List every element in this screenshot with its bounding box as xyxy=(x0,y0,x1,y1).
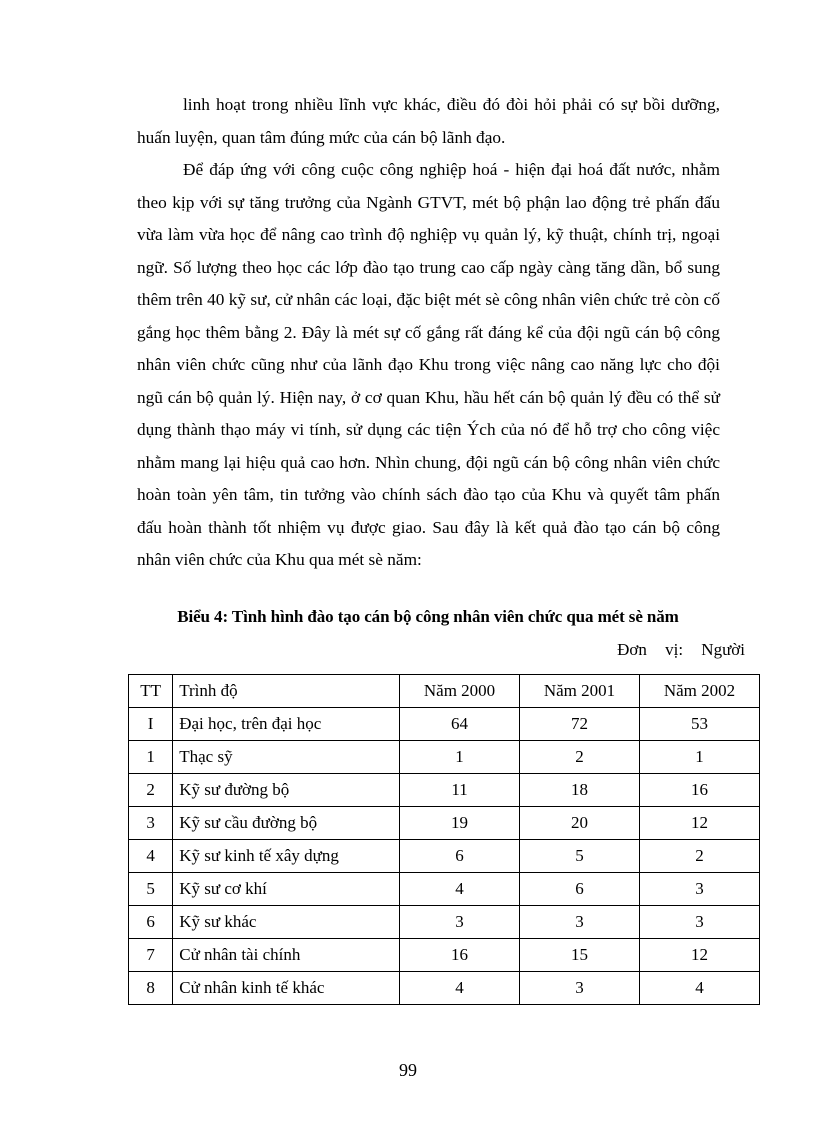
cell-2002: 3 xyxy=(640,873,760,906)
paragraph-1: linh hoạt trong nhiều lĩnh vực khác, điều đó đòi hỏi phải có sự bồi dưỡng, huấn luyện, quan tâm đúng mức của cán bộ lãnh đạo. xyxy=(137,95,720,147)
cell-2002: 2 xyxy=(640,840,760,873)
cell-tt: 2 xyxy=(129,774,173,807)
page-number: 99 xyxy=(399,1060,417,1080)
cell-level: Kỹ sư khác xyxy=(173,906,400,939)
cell-2000: 64 xyxy=(400,708,520,741)
cell-2002: 53 xyxy=(640,708,760,741)
cell-2001: 3 xyxy=(520,906,640,939)
cell-tt: I xyxy=(129,708,173,741)
cell-2000: 11 xyxy=(400,774,520,807)
table-row xyxy=(129,873,760,906)
cell-2000: 4 xyxy=(400,873,520,906)
cell-2002: 3 xyxy=(640,906,760,939)
cell-2000: 4 xyxy=(400,972,520,1005)
cell-2002: 1 xyxy=(640,741,760,774)
cell-level: Kỹ sư kinh tế xây dựng xyxy=(173,840,400,873)
cell-tt: 6 xyxy=(129,906,173,939)
cell-level: Kỹ sư đường bộ xyxy=(173,774,400,807)
cell-tt: 8 xyxy=(129,972,173,1005)
training-table xyxy=(128,674,760,1005)
cell-2002: 16 xyxy=(640,774,760,807)
header-level: Trình độ xyxy=(173,675,400,708)
table-row xyxy=(129,741,760,774)
table-row xyxy=(129,708,760,741)
cell-2002: 4 xyxy=(640,972,760,1005)
cell-2000: 19 xyxy=(400,807,520,840)
cell-2001: 72 xyxy=(520,708,640,741)
cell-2002: 12 xyxy=(640,807,760,840)
cell-level: Đại học, trên đại học xyxy=(173,708,400,741)
cell-2001: 20 xyxy=(520,807,640,840)
cell-level: Kỹ sư cầu đường bộ xyxy=(173,807,400,840)
header-2002: Năm 2002 xyxy=(640,675,760,708)
cell-tt: 3 xyxy=(129,807,173,840)
cell-2001: 2 xyxy=(520,741,640,774)
cell-level: Cử nhân kinh tế khác xyxy=(173,972,400,1005)
header-2000: Năm 2000 xyxy=(400,675,520,708)
cell-2000: 16 xyxy=(400,939,520,972)
cell-tt: 7 xyxy=(129,939,173,972)
table-header-row xyxy=(129,675,760,708)
cell-2000: 1 xyxy=(400,741,520,774)
cell-2001: 5 xyxy=(520,840,640,873)
cell-level: Thạc sỹ xyxy=(173,741,400,774)
table-body xyxy=(129,708,760,1005)
table-row xyxy=(129,774,760,807)
cell-2002: 12 xyxy=(640,939,760,972)
cell-tt: 1 xyxy=(129,741,173,774)
table-row xyxy=(129,972,760,1005)
table-caption: Biểu 4: Tình hình đào tạo cán bộ công nhân viên chức qua mét sè năm xyxy=(177,607,679,626)
table-row xyxy=(129,840,760,873)
unit-label: Đơn vị: Người xyxy=(617,640,745,659)
cell-level: Cử nhân tài chính xyxy=(173,939,400,972)
cell-2001: 18 xyxy=(520,774,640,807)
cell-2001: 6 xyxy=(520,873,640,906)
cell-level: Kỹ sư cơ khí xyxy=(173,873,400,906)
cell-tt: 5 xyxy=(129,873,173,906)
cell-tt: 4 xyxy=(129,840,173,873)
table-row xyxy=(129,807,760,840)
cell-2000: 6 xyxy=(400,840,520,873)
header-2001: Năm 2001 xyxy=(520,675,640,708)
header-tt: TT xyxy=(129,675,173,708)
cell-2001: 15 xyxy=(520,939,640,972)
cell-2000: 3 xyxy=(400,906,520,939)
table-row xyxy=(129,939,760,972)
table-row xyxy=(129,906,760,939)
cell-2001: 3 xyxy=(520,972,640,1005)
paragraph-2: Để đáp ứng với công cuộc công nghiệp hoá - hiện đại hoá đất nước, nhằm theo kịp với sự tăng trưởng của Ngành GTVT, mét bộ phận lao động trẻ phấn đấu vừa làm vừa học để nâng cao trình độ nghiệp vụ quản lý, kỹ thuật, chính trị, ngoại ngữ. Số lượng theo học các lớp đào tạo trung cao cấp ngày càng tăng dần, bổ sung thêm trên 40 kỹ sư, cử nhân các loại, đặc biệt mét sè công nhân viên chức trẻ còn cố gắng học thêm bằng 2. Đây là mét sự cố gắng rất đáng kể của đội ngũ cán bộ công nhân viên chức cũng như của lãnh đạo Khu trong việc nâng cao năng lực cho đội ngũ cán bộ quản lý. Hiện nay, ở cơ quan Khu, hầu hết cán bộ quản lý đều có thể sử dụng thành thạo máy vi tính, sử dụng các tiện Ých của nó để hỗ trợ cho công việc nhằm mang lại hiệu quả cao hơn. Nhìn chung, đội ngũ cán bộ công nhân viên chức hoàn toàn yên tâm, tin tưởng vào chính sách đào tạo của Khu và quyết tâm phấn đấu hoàn thành tốt nhiệm vụ được giao. Sau đây là kết quả đào tạo cán bộ công nhân viên chức của Khu qua mét sè năm: xyxy=(137,160,720,569)
